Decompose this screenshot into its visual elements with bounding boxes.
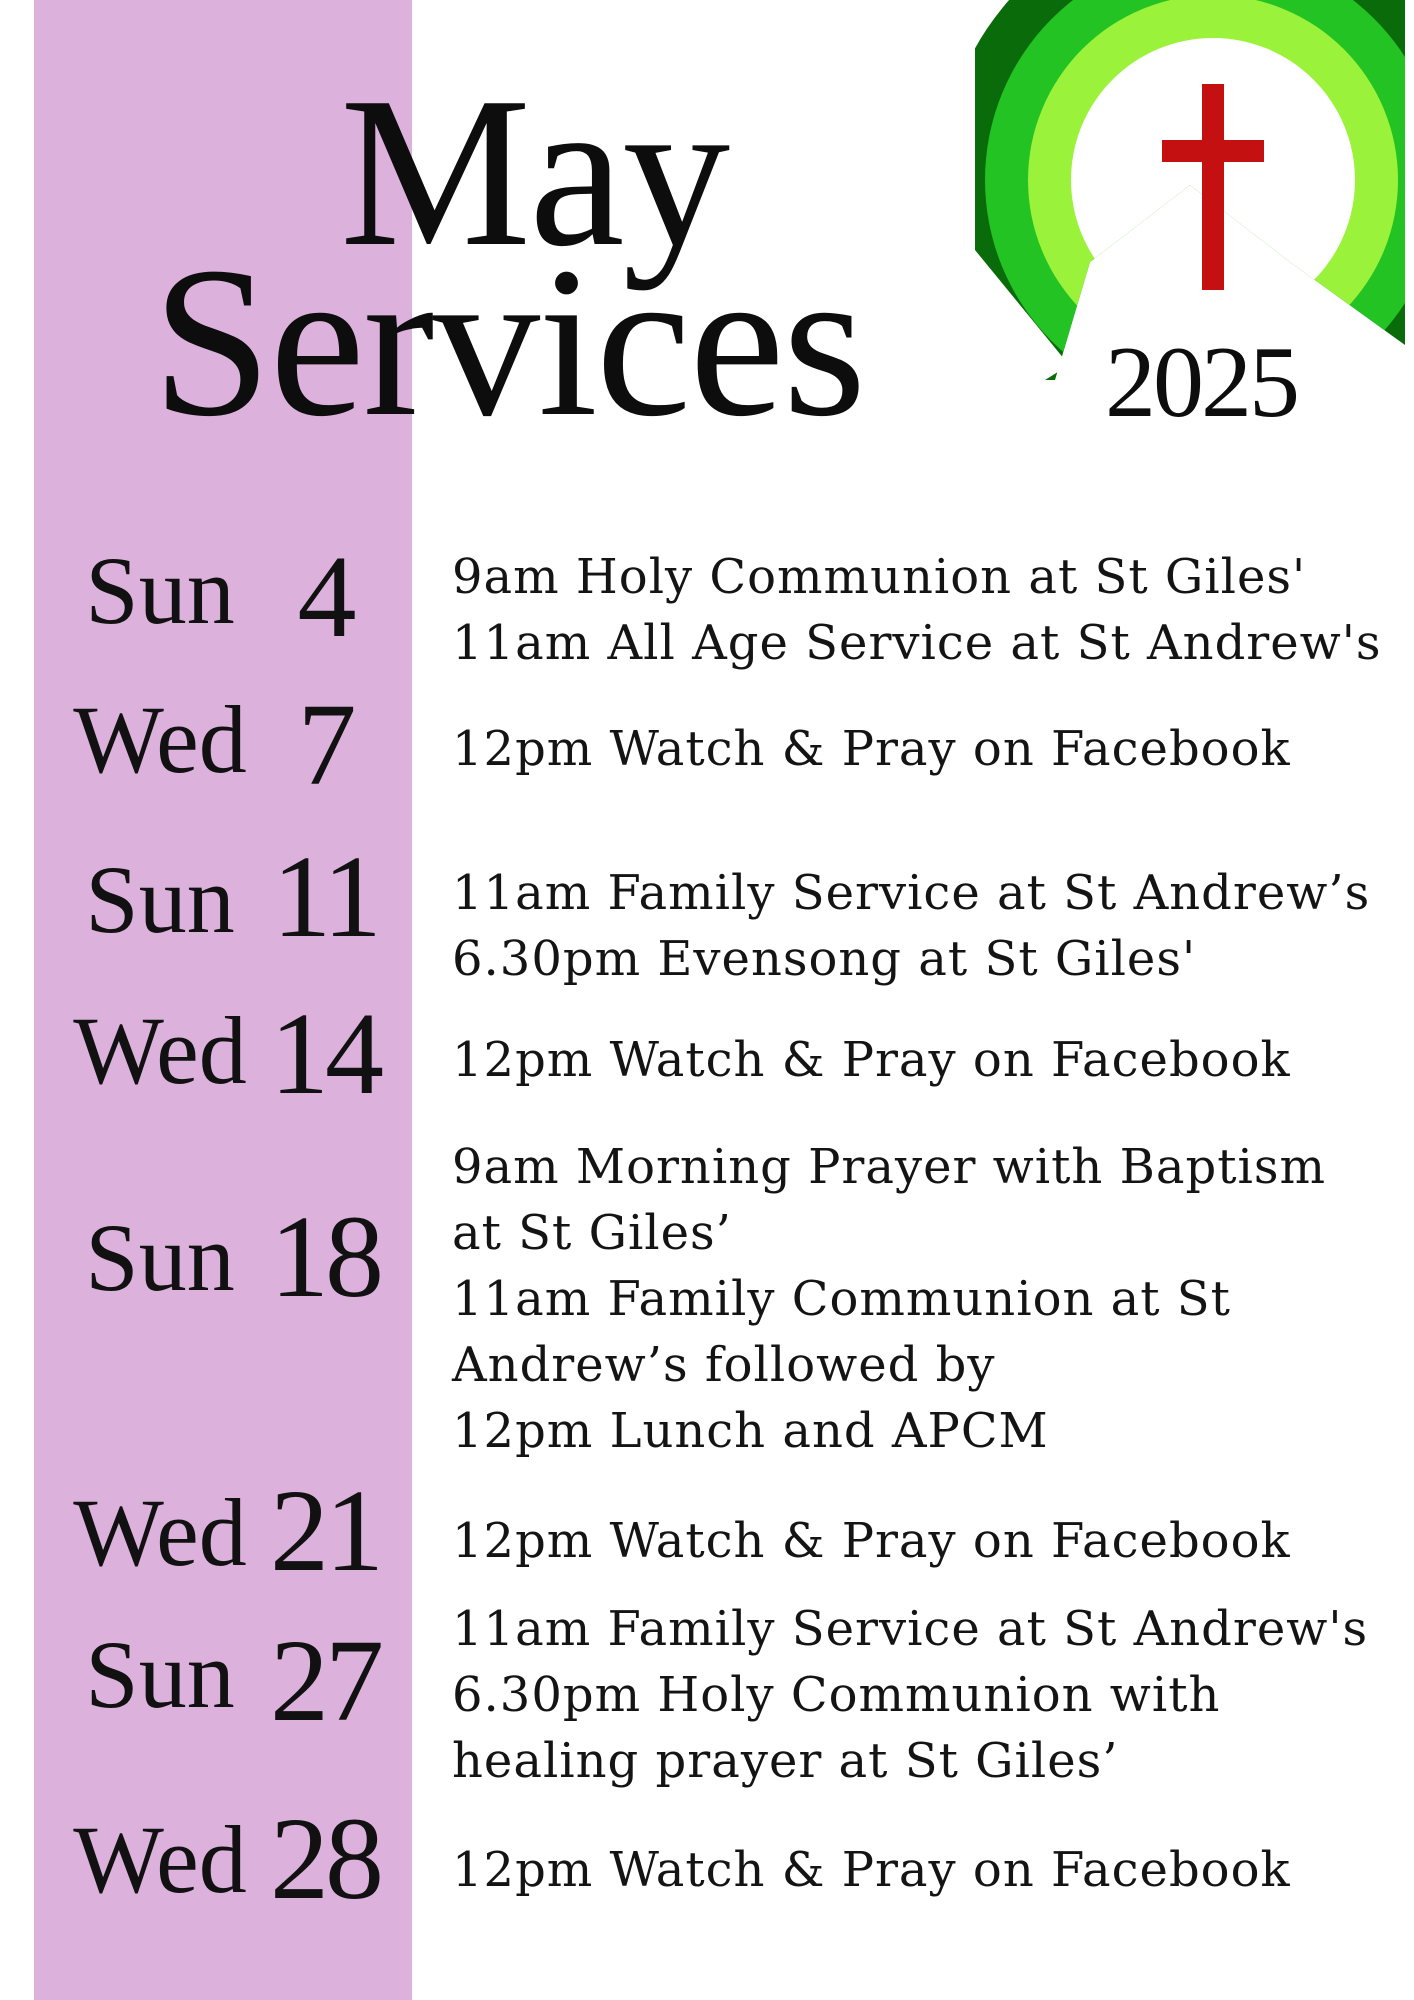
service-details (452, 1134, 1407, 1464)
service-date: 4 (297, 531, 353, 662)
service-date: 18 (270, 1191, 380, 1322)
title-month: May (340, 52, 729, 291)
service-line: at St Giles’ (452, 1205, 732, 1261)
service-day: Wed (73, 1806, 247, 1913)
service-details (452, 1027, 1407, 1093)
service-details (452, 716, 1407, 782)
service-date: 11 (272, 831, 378, 962)
service-details (452, 1508, 1407, 1574)
service-day: Sun (85, 1204, 235, 1311)
service-line: 11am Family Service at St Andrew’s (452, 865, 1371, 921)
service-date: 7 (297, 679, 353, 810)
service-details (452, 860, 1407, 992)
service-line: 9am Morning Prayer with Baptism (452, 1139, 1326, 1195)
service-day: Wed (73, 686, 247, 793)
cross-horizontal (1162, 140, 1264, 162)
service-day: Wed (73, 1479, 247, 1586)
service-date: 28 (270, 1793, 380, 1924)
service-day: Wed (73, 997, 247, 1104)
service-line: 9am Holy Communion at St Giles' (452, 549, 1307, 605)
title-services: Services (152, 222, 865, 461)
service-line: 12pm Watch & Pray on Facebook (452, 1032, 1291, 1088)
service-line: 11am Family Communion at St (452, 1271, 1231, 1327)
service-line: 6.30pm Holy Communion with (452, 1667, 1221, 1723)
cross-arch-icon (975, 0, 1405, 380)
service-line: Andrew’s followed by (452, 1337, 996, 1393)
service-date: 27 (270, 1615, 380, 1746)
service-date: 21 (270, 1465, 380, 1596)
cross-vertical (1202, 84, 1224, 290)
service-line: 6.30pm Evensong at St Giles' (452, 931, 1197, 987)
service-line: 11am Family Service at St Andrew's (452, 1601, 1369, 1657)
service-line: 12pm Watch & Pray on Facebook (452, 721, 1291, 777)
service-day: Sun (85, 846, 235, 953)
service-day: Sun (85, 537, 235, 644)
service-line: 12pm Watch & Pray on Facebook (452, 1513, 1291, 1569)
service-line: 11am All Age Service at St Andrew's (452, 615, 1382, 671)
service-day: Sun (85, 1621, 235, 1728)
service-line: healing prayer at St Giles’ (452, 1733, 1119, 1789)
service-line: 12pm Watch & Pray on Facebook (452, 1842, 1291, 1898)
service-details (452, 1837, 1407, 1903)
service-line: 12pm Lunch and APCM (452, 1403, 1049, 1459)
year-label: 2025 (1105, 326, 1297, 439)
service-date: 14 (270, 988, 380, 1119)
service-details (452, 1596, 1407, 1794)
service-details (452, 544, 1407, 676)
